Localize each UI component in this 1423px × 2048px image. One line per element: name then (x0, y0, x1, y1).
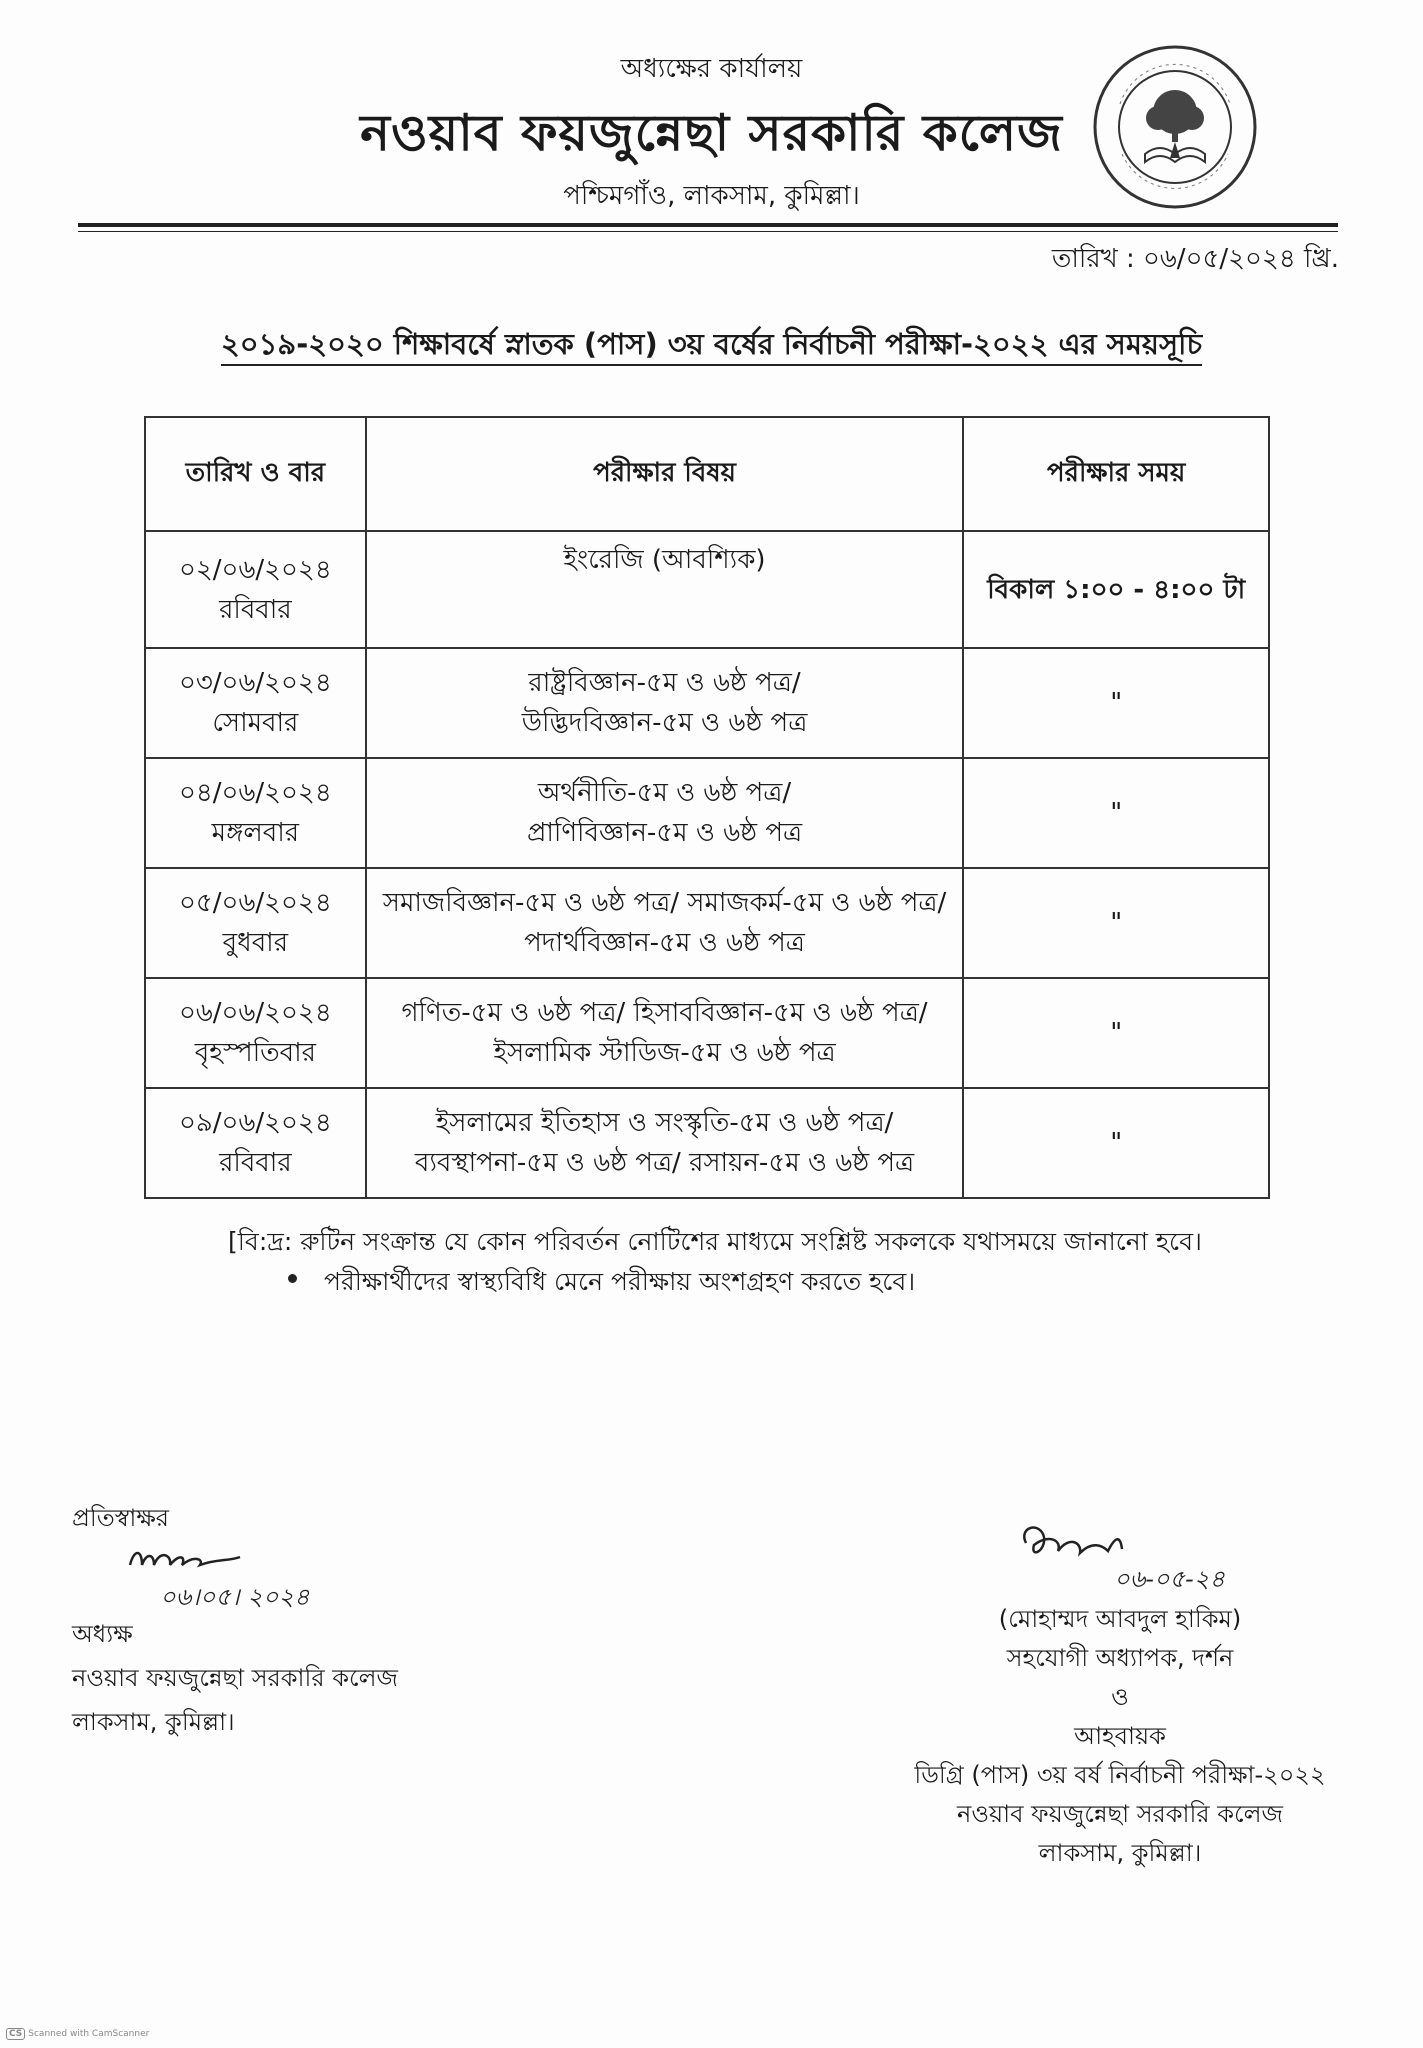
table-row (145, 531, 1269, 648)
table-row (145, 978, 1269, 1088)
scanner-watermark (6, 2028, 149, 2040)
subject-line: অর্থনীতি-৫ম ও ৬ষ্ঠ পত্র/ (537, 778, 792, 808)
health-rule-note: পরীক্ষার্থীদের স্বাস্থ্যবিধি মেনে পরীক্ষায় অংশগ্রহণ করতে হবে। (324, 1267, 916, 1296)
exam-day: রবিবার (219, 594, 292, 625)
subject-cell (366, 1088, 964, 1198)
subject-line: রাষ্ট্রবিজ্ঞান-৫ম ও ৬ষ্ঠ পত্র/ (528, 668, 801, 698)
subject-line: প্রাণিবিজ্ঞান-৫ম ও ৬ষ্ঠ পত্র (526, 818, 803, 848)
table-row (145, 648, 1269, 758)
header-rule-thin (78, 231, 1338, 232)
office-heading: অধ্যক্ষের কার্যালয় (620, 54, 803, 84)
subject-cell (366, 531, 964, 648)
convener-committee: ডিগ্রি (পাস) ৩য় বর্ষ নির্বাচনী পরীক্ষা-২০২২ (914, 1761, 1326, 1789)
convener-role: আহবায়ক (1074, 1722, 1166, 1750)
ditto-mark: " (1110, 1128, 1123, 1158)
principal-place: লাকসাম, কুমিল্লা। (72, 1708, 235, 1736)
subject-cell (366, 978, 964, 1088)
date-cell (145, 758, 366, 868)
college-address: পশ্চিমগাঁও, লাকসাম, কুমিল্লা। (563, 181, 860, 211)
principal-org: নওয়াব ফয়জুন্নেছা সরকারি কলেজ (72, 1664, 398, 1692)
convener-place: লাকসাম, কুমিল্লা। (1038, 1839, 1202, 1867)
date-cell (145, 531, 366, 648)
convener-and: ও (1111, 1683, 1129, 1711)
time-cell (963, 868, 1269, 978)
convener-org: নওয়াব ফয়জুন্নেছা সরকারি কলেজ (957, 1800, 1283, 1828)
exam-date: ০৬/০৬/২০২৪ (178, 998, 332, 1028)
subject-line: ইসলামিক স্টাডিজ-৫ম ও ৬ষ্ঠ পত্র (493, 1038, 836, 1068)
principal-signature-date: ০৬।০৫। ২০২৪ (160, 1583, 310, 1611)
header-date-day: তারিখ ও বার (145, 417, 366, 531)
exam-day: মঙ্গলবার (211, 818, 300, 848)
time-cell (963, 531, 1269, 648)
principal-title: অধ্যক্ষ (72, 1620, 133, 1648)
time-cell (963, 648, 1269, 758)
exam-day: রবিবার (219, 1148, 292, 1178)
subject-cell (366, 868, 964, 978)
exam-date: ০২/০৬/২০২৪ (178, 554, 332, 585)
date-cell (145, 648, 366, 758)
routine-change-note: [বি:দ্র: রুটিন সংক্রান্ত যে কোন পরিবর্তন নোটিশের মাধ্যমে সংশ্লিষ্ট সকলকে যথাসময়ে জানানো হবে। (228, 1227, 1202, 1256)
convener-name: (মোহাম্মদ আবদুল হাকিম) (998, 1605, 1242, 1633)
college-seal-icon (1090, 42, 1260, 212)
ditto-mark: " (1110, 908, 1123, 938)
time-cell (963, 978, 1269, 1088)
camscanner-icon: CS (6, 2028, 25, 2040)
exam-date: ০৯/০৬/২০২৪ (179, 1108, 332, 1138)
scanner-text: Scanned with CamScanner (28, 2029, 150, 2039)
notice-title (0, 322, 1423, 371)
subject-cell (366, 758, 964, 868)
exam-schedule-table (144, 416, 1270, 1199)
exam-day: বৃহস্পতিবার (194, 1038, 316, 1068)
principal-signature (120, 1535, 380, 1615)
date-cell (145, 1088, 366, 1198)
header-time: পরীক্ষার সময় (963, 417, 1269, 531)
ditto-mark: " (1110, 798, 1123, 828)
subject-line: সমাজবিজ্ঞান-৫ম ও ৬ষ্ঠ পত্র/ সমাজকর্ম-৫ম ও ৬ষ্ঠ পত্র/ (382, 888, 947, 918)
subject-line: ব্যবস্থাপনা-৫ম ও ৬ষ্ঠ পত্র/ রসায়ন-৫ম ও ৬ষ্ঠ পত্র (414, 1148, 915, 1178)
ditto-mark: " (1110, 1018, 1123, 1048)
notice-date: তারিখ : ০৬/০৫/২০২৪ খ্রি. (1051, 244, 1339, 274)
exam-day: বুধবার (222, 928, 289, 958)
subject-line: পদার্থবিজ্ঞান-৫ম ও ৬ষ্ঠ পত্র (524, 928, 805, 958)
header-subject: পরীক্ষার বিষয় (366, 417, 964, 531)
countersign-label: প্রতিস্বাক্ষর (72, 1504, 169, 1532)
table-row (145, 868, 1269, 978)
exam-time: বিকাল ১:০০ - ৪:০০ টা (987, 574, 1246, 605)
subject-line: ইসলামের ইতিহাস ও সংস্কৃতি-৫ম ও ৬ষ্ঠ পত্র/ (435, 1108, 894, 1138)
convener-signature-date: ০৬-০৫-২৪ (1114, 1565, 1225, 1593)
header-rule-thick (78, 223, 1338, 227)
principal-block (72, 1612, 398, 1744)
exam-date: ০৫/০৬/২০২৪ (179, 888, 332, 918)
notice-title-text: ২০১৯-২০২০ শিক্ষাবর্ষে স্নাতক (পাস) ৩য় বর্ষের নির্বাচনী পরীক্ষা-২০২২ এর সময়সূচি (221, 327, 1202, 366)
exam-date: ০৪/০৬/২০২৪ (179, 778, 332, 808)
ditto-mark: " (1110, 688, 1123, 718)
date-cell (145, 868, 366, 978)
subject-line: ইংরেজি (আবশ্যিক) (563, 545, 766, 575)
time-cell (963, 1088, 1269, 1198)
subject-line: উদ্ভিদবিজ্ঞান-৫ম ও ৬ষ্ঠ পত্র (521, 708, 808, 738)
convener-signature (1010, 1515, 1270, 1605)
convener-block (890, 1600, 1350, 1873)
college-name: নওয়াব ফয়জুন্নেছা সরকারি কলেজ (360, 104, 1063, 162)
bullet-icon (288, 1274, 297, 1283)
exam-date: ০৩/০৬/২০২৪ (178, 668, 332, 698)
time-cell (963, 758, 1269, 868)
convener-designation: সহযোগী অধ্যাপক, দর্শন (1006, 1644, 1234, 1672)
date-cell (145, 978, 366, 1088)
table-header-row (145, 417, 1269, 531)
table-row (145, 758, 1269, 868)
exam-day: সোমবার (212, 708, 299, 738)
table-row (145, 1088, 1269, 1198)
subject-line: গণিত-৫ম ও ৬ষ্ঠ পত্র/ হিসাববিজ্ঞান-৫ম ও ৬ষ্ঠ পত্র/ (401, 998, 928, 1028)
subject-cell (366, 648, 964, 758)
